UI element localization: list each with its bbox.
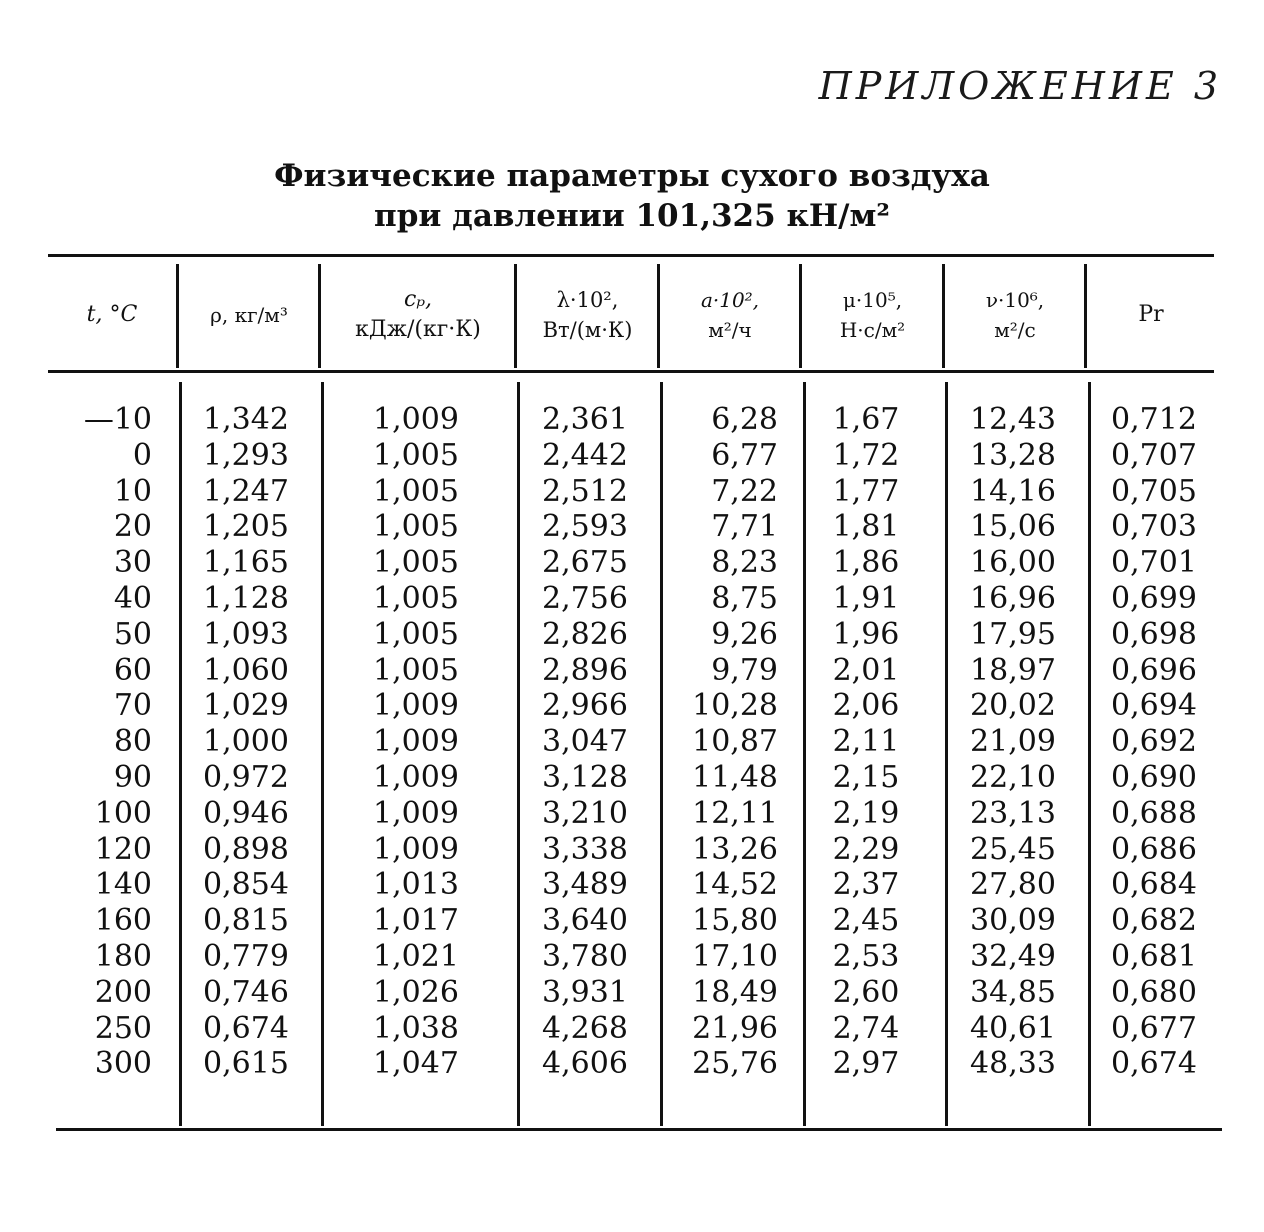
table-cell: 30 [113, 545, 152, 581]
column-divider [942, 264, 945, 368]
table-cell: 10 [113, 473, 152, 509]
table-cell: 2,60 [832, 974, 900, 1010]
table-cell: 2,11 [832, 724, 900, 760]
table-cell: 7,71 [711, 509, 778, 545]
table-cell: 1,247 [203, 473, 289, 509]
table-cell: 60 [113, 652, 152, 688]
table-cell: 1,009 [373, 688, 459, 724]
table-cell: 3,338 [542, 831, 628, 867]
table-cell: 2,15 [832, 759, 900, 795]
table-cell: 2,45 [832, 903, 900, 939]
table-cell: 80 [113, 724, 152, 760]
table-cell: 3,931 [542, 974, 628, 1010]
table-cell: 0,972 [203, 759, 289, 795]
table-cell: 1,96 [832, 616, 900, 652]
table-cell: 1,000 [203, 724, 289, 760]
table-cell: 2,97 [832, 1046, 900, 1082]
table-cell: 40 [113, 580, 152, 616]
table-cell: 3,128 [542, 759, 628, 795]
table-cell: 9,26 [711, 616, 778, 652]
table-cell: 1,005 [373, 437, 459, 473]
table-cell: 2,442 [542, 437, 628, 473]
table-cell: 1,005 [373, 580, 459, 616]
table-cell: 0,692 [1111, 724, 1197, 760]
table-cell: 0,712 [1111, 402, 1197, 437]
title-line-1: Физические параметры сухого воздуха [274, 158, 990, 194]
table-cell: 1,72 [832, 437, 900, 473]
column-dynamic-viscosity [810, 402, 922, 1082]
column-divider [517, 382, 520, 1126]
table-cell: 3,210 [542, 795, 628, 831]
table-top-rule [48, 254, 1214, 257]
table-cell: 0,854 [203, 867, 289, 903]
table-cell: 120 [94, 831, 152, 867]
column-density [186, 402, 306, 1082]
column-header-temperature: t, °C [86, 302, 138, 327]
table-cell: 3,047 [542, 724, 628, 760]
table-cell: 1,017 [373, 903, 459, 939]
table-cell: 12,11 [692, 795, 778, 831]
table-cell: 0,698 [1111, 616, 1197, 652]
table-cell: 160 [94, 903, 152, 939]
table-cell: 1,81 [832, 509, 900, 545]
table-cell: 3,640 [542, 903, 628, 939]
table-cell: 14,16 [970, 473, 1056, 509]
table-cell: 21,09 [970, 724, 1056, 760]
table-cell: 2,37 [832, 867, 900, 903]
column-divider [1088, 382, 1091, 1126]
table-cell: 300 [94, 1046, 152, 1082]
table-cell: 2,19 [832, 795, 900, 831]
table-cell: 2,74 [832, 1010, 900, 1046]
table-cell: 0,681 [1111, 938, 1197, 974]
table-cell: 50 [113, 616, 152, 652]
column-divider [321, 382, 324, 1126]
table-cell: 27,80 [970, 867, 1056, 903]
table-cell: 34,85 [970, 974, 1056, 1010]
table-cell: 250 [94, 1010, 152, 1046]
table-cell: 3,489 [542, 867, 628, 903]
table-cell: 0,694 [1111, 688, 1197, 724]
table-cell: 18,49 [692, 974, 778, 1010]
column-header-dynamic-viscosity: μ·10⁵, Н·с/м² [839, 288, 906, 342]
table-cell: 0,674 [1111, 1046, 1197, 1082]
table-cell: 180 [94, 938, 152, 974]
table-cell: 1,005 [373, 652, 459, 688]
table-cell: 2,29 [832, 831, 900, 867]
table-cell: 0,674 [203, 1010, 289, 1046]
table-cell: 1,005 [373, 509, 459, 545]
table-cell: 1,005 [373, 473, 459, 509]
table-cell: 1,047 [373, 1046, 459, 1082]
table-cell: 3,780 [542, 938, 628, 974]
table-cell: 2,675 [542, 545, 628, 581]
table-cell: 2,966 [542, 688, 628, 724]
table-cell: 25,76 [692, 1046, 778, 1082]
table-cell: 25,45 [970, 831, 1056, 867]
table-cell: 9,79 [711, 652, 778, 688]
table-cell: 0,690 [1111, 759, 1197, 795]
table-cell: 0,701 [1111, 545, 1197, 581]
column-divider [514, 264, 517, 368]
column-diffusivity [662, 402, 778, 1082]
table-cell: 1,91 [832, 580, 900, 616]
column-divider [945, 382, 948, 1126]
table-cell: 15,80 [692, 903, 778, 939]
table-cell: 2,896 [542, 652, 628, 688]
table-cell: 15,06 [970, 509, 1056, 545]
table-cell: 1,128 [203, 580, 289, 616]
table-cell: 6,28 [711, 402, 778, 437]
table-cell: 0,615 [203, 1046, 289, 1082]
table-cell: 17,95 [970, 616, 1056, 652]
table-cell: 18,97 [970, 652, 1056, 688]
table-cell: 0,746 [203, 974, 289, 1010]
table-cell: 1,342 [203, 402, 289, 437]
table-cell: 1,009 [373, 402, 459, 437]
table-cell: 13,26 [692, 831, 778, 867]
table-cell: 2,826 [542, 616, 628, 652]
table-cell: 2,01 [832, 652, 900, 688]
table-cell: 1,009 [373, 831, 459, 867]
table-cell: 0,703 [1111, 509, 1197, 545]
table-cell: 30,09 [970, 903, 1056, 939]
column-header-prandtl: Pr [1138, 302, 1164, 327]
table-cell: 1,77 [832, 473, 900, 509]
table-cell: 0,680 [1111, 974, 1197, 1010]
table-cell: 2,593 [542, 509, 628, 545]
appendix-label: ПРИЛОЖЕНИЕ 3 [818, 64, 1222, 108]
table-cell: 2,756 [542, 580, 628, 616]
table-cell: 1,009 [373, 724, 459, 760]
column-header-kinematic-viscosity: ν·10⁶, м²/с [985, 288, 1045, 342]
table-cell: 1,67 [832, 402, 900, 437]
table-cell: 1,005 [373, 545, 459, 581]
table-cell: 13,28 [970, 437, 1056, 473]
table-bottom-rule [56, 1128, 1222, 1131]
column-divider [1084, 264, 1087, 368]
table-cell: 40,61 [970, 1010, 1056, 1046]
table-cell: 0,699 [1111, 580, 1197, 616]
column-divider [803, 382, 806, 1126]
column-heat-capacity [336, 402, 496, 1082]
table-cell: 4,268 [542, 1010, 628, 1046]
table-cell: 10,87 [692, 724, 778, 760]
table-cell: 2,53 [832, 938, 900, 974]
header-bottom-rule [48, 370, 1214, 373]
column-divider [657, 264, 660, 368]
table-cell: 8,23 [711, 545, 778, 581]
title-line-2: при давлении 101,325 кН/м² [374, 198, 890, 234]
column-header-diffusivity: a·10², м²/ч [700, 288, 760, 342]
table-cell: 1,021 [373, 938, 459, 974]
table-cell: 0,682 [1111, 903, 1197, 939]
table-cell: 2,06 [832, 688, 900, 724]
table-cell: 48,33 [970, 1046, 1056, 1082]
table-cell: 14,52 [692, 867, 778, 903]
table-cell: 1,029 [203, 688, 289, 724]
table-cell: 17,10 [692, 938, 778, 974]
table-cell: 140 [94, 867, 152, 903]
table-cell: 4,606 [542, 1046, 628, 1082]
table-cell: 20 [113, 509, 152, 545]
table-cell: 0,688 [1111, 795, 1197, 831]
table-cell: 0,707 [1111, 437, 1197, 473]
table-cell: 1,013 [373, 867, 459, 903]
table-cell: 1,093 [203, 616, 289, 652]
column-temperature [60, 402, 152, 1082]
table-cell: 0,686 [1111, 831, 1197, 867]
table-cell: 0,696 [1111, 652, 1197, 688]
table-cell: 1,038 [373, 1010, 459, 1046]
table-cell: 1,165 [203, 545, 289, 581]
table-cell: 10,28 [692, 688, 778, 724]
table-cell: 7,22 [711, 473, 778, 509]
column-divider [799, 264, 802, 368]
table-cell: 1,205 [203, 509, 289, 545]
table-cell: 90 [113, 759, 152, 795]
column-divider [318, 264, 321, 368]
table-cell: 16,00 [970, 545, 1056, 581]
table-cell: 20,02 [970, 688, 1056, 724]
table-cell: 16,96 [970, 580, 1056, 616]
table-cell: 0,815 [203, 903, 289, 939]
page-title [0, 156, 1264, 236]
table-cell: 0,779 [203, 938, 289, 974]
column-header-conductivity: λ·10², Вт/(м·К) [542, 288, 633, 342]
table-cell: 0,705 [1111, 473, 1197, 509]
table-cell: 22,10 [970, 759, 1056, 795]
table-cell: 1,86 [832, 545, 900, 581]
table-cell: 70 [113, 688, 152, 724]
table-cell: 2,361 [542, 402, 628, 437]
column-header-heat-capacity: cₚ, кДж/(кг·К) [355, 287, 481, 342]
table-cell: —10 [83, 402, 152, 437]
column-header-density: ρ, кг/м³ [210, 303, 288, 327]
table-cell: 23,13 [970, 795, 1056, 831]
table-cell: 0 [132, 437, 152, 473]
table-cell: 0,677 [1111, 1010, 1197, 1046]
table-cell: 1,026 [373, 974, 459, 1010]
column-kinematic-viscosity [950, 402, 1076, 1082]
table-cell: 0,898 [203, 831, 289, 867]
table-cell: 6,77 [711, 437, 778, 473]
column-divider [179, 382, 182, 1126]
table-cell: 12,43 [970, 402, 1056, 437]
table-cell: 200 [94, 974, 152, 1010]
column-prandtl [1092, 402, 1216, 1082]
table-cell: 1,009 [373, 759, 459, 795]
table-cell: 1,005 [373, 616, 459, 652]
table-cell: 21,96 [692, 1010, 778, 1046]
table-cell: 11,48 [692, 759, 778, 795]
table-cell: 32,49 [970, 938, 1056, 974]
table-cell: 1,060 [203, 652, 289, 688]
table-cell: 2,512 [542, 473, 628, 509]
table-cell: 1,009 [373, 795, 459, 831]
table-cell: 100 [94, 795, 152, 831]
table-cell: 0,684 [1111, 867, 1197, 903]
column-divider [176, 264, 179, 368]
table-cell: 8,75 [711, 580, 778, 616]
table-cell: 1,293 [203, 437, 289, 473]
table-cell: 0,946 [203, 795, 289, 831]
column-conductivity [522, 402, 648, 1082]
